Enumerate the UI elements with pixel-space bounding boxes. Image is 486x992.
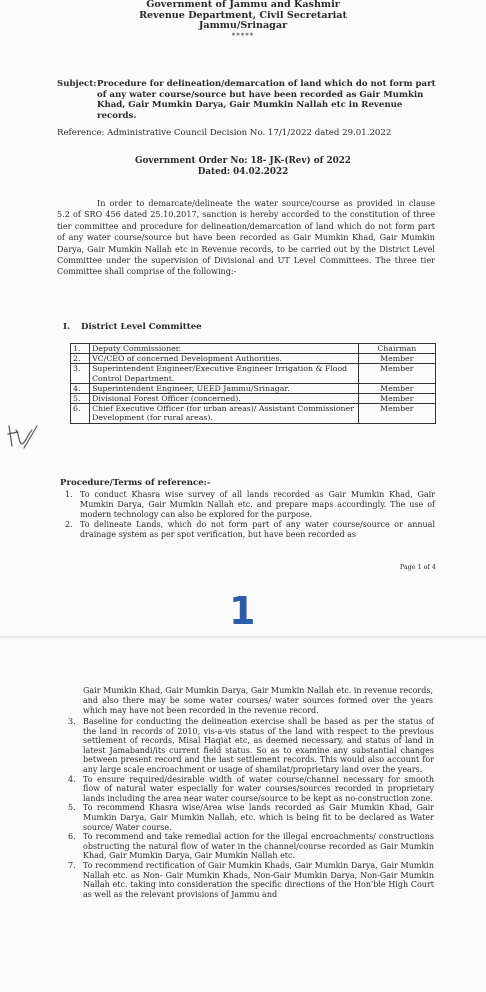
item-text: To conduct Khasra wise survey of all lands recorded as Gair Mumkin Khad, Gair Mumkin Darya, Gair Mumkin Nallah etc. and prepare maps accordingly. The use of modern technology can also be explored for the purpose. — [80, 490, 435, 519]
table-row — [71, 404, 436, 423]
list-item — [68, 803, 434, 832]
location: Jammu/Srinagar — [198, 20, 288, 32]
item-number: 6. — [68, 832, 76, 842]
committee-table — [70, 343, 436, 424]
order-number: Government Order No: 18- JK-(Rev) of 2022 — [135, 156, 351, 166]
item-text: To recommend Khasra wise/Area wise lands recorded as Gair Mumkin Khad, Gair Mumkin Darya, Gair Mumkin Nallah, etc. which is being fit to be declared as Water source/ Water course. — [83, 803, 434, 832]
member-title: Divisional Forest Officer (concerned). — [90, 394, 358, 404]
member-title: Superintendent Engineer, UEED Jammu/Srinagar. — [90, 383, 358, 393]
item-number: 2. — [65, 520, 73, 529]
list-item — [65, 520, 435, 540]
table-row — [71, 383, 436, 393]
subject-text: Procedure for delineation/demarcation of land which do not form part of any water course/source but have been recorded as Gair Mumkin Khad, Gair Mumkin Darya, Gair Mumkin Nallah etc in Revenue records. — [97, 79, 436, 121]
row-number: 2. — [71, 354, 90, 364]
table-row — [71, 364, 436, 383]
intro-paragraph: In order to demarcate/delineate the water source/course as provided in clause 5.2 of SRO 456 dated 25.10.2017, sanction is hereby accorded to the constitution of three tier committee and procedure for delineation/demarcation of land which do not form part of any water course/source but have been recorded as Gair Mumkin Khad, Gair Mumkin Darya, Gair Mumkin Nallah etc in Revenue records, to be carried out by the District Level Committee under the supervision of Divisional and UT Level Committees. The three tier Committee shall comprise of the following:- — [57, 198, 435, 277]
page-number: 1 — [229, 589, 256, 633]
member-title: Superintendent Engineer/Executive Engineer Irrigation & Flood Control Department. — [90, 364, 358, 383]
list-item — [68, 775, 434, 804]
subject-block — [57, 79, 437, 121]
order-heading — [0, 156, 486, 178]
member-title: Deputy Commissioner. — [90, 344, 358, 354]
item-text: Baseline for conducting the delineation exercise shall be based as per the status of the land in records of 2010, vis-a-vis status of the land with respect to the previous settlement of records, Misal Haqiat etc, as deemed necessary, and status of land in latest Jamabandi/its current field status. So as to examine any substantial changes between present record and the last settlement records. This would also account for any large scale encroachment or usage of shamilat/proprietary land over the years. — [83, 717, 434, 774]
member-role: Member — [358, 364, 435, 383]
item-text: To delineate Lands, which do not form part of any water course/source or annual drainage system as per spot verification, but have been recorded as — [80, 520, 435, 539]
section-number: I. — [63, 322, 71, 332]
table-row — [71, 394, 436, 404]
member-title: VC/CEO of concerned Development Authorities. — [90, 354, 358, 364]
item-number: 3. — [68, 717, 76, 726]
govt-name: Government of Jammu and Kashmir — [146, 0, 340, 10]
item-text: To recommend rectification of Gair Mumkin Khads, Gair Mumkin Darya, Gair Mumkin Nallah etc. as Non- Gair Mumkin Khads, Non-Gair Mumkin Darya, Non-Gair Mumkin Nallah etc. taking into consideration the specific directions of the Hon'ble High Court as well as the relevant provisions of Jammu and — [83, 860, 434, 899]
section-title: District Level Committee — [81, 322, 202, 332]
row-number: 1. — [71, 344, 90, 354]
subject-label: Subject: — [57, 79, 97, 89]
continuation-text: Gair Mumkin Khad, Gair Mumkin Darya, Gair Mumkin Nallah etc. in revenue records, and also there may be some water courses/ water sources formed over the years which may have not been recorded in the revenue record. — [83, 686, 433, 715]
item-text: To ensure required/desirable width of water course/channel necessary for smooth flow of natural water especially for water courses/sources recorded in proprietary lands including the area near water course/source to be kept as no-construction zone. — [83, 774, 434, 803]
row-number: 3. — [71, 364, 90, 383]
item-number: 1. — [65, 490, 73, 499]
member-role: Member — [358, 383, 435, 393]
member-role: Chairman — [358, 344, 435, 354]
order-date: Dated: 04.02.2022 — [197, 167, 289, 177]
list-item — [68, 861, 434, 899]
section-heading — [63, 322, 202, 332]
table-row — [71, 354, 436, 364]
list-item — [68, 832, 434, 861]
handwritten-initials — [6, 420, 40, 454]
item-number: 7. — [68, 860, 76, 870]
item-number: 4. — [68, 774, 76, 784]
procedure-title: Procedure/Terms of reference:- — [60, 478, 211, 488]
member-role: Member — [358, 404, 435, 423]
letterhead — [0, 0, 486, 32]
member-title: Chief Executive Officer (for urban areas)/ Assistant Commissioner Development (for rural areas). — [90, 404, 358, 423]
row-number: 6. — [71, 404, 90, 423]
procedure-list-page1 — [65, 490, 435, 540]
list-item — [65, 490, 435, 520]
stars-divider: ***** — [231, 31, 255, 40]
member-role: Member — [358, 394, 435, 404]
procedure-list-page2 — [68, 717, 434, 899]
item-text: To recommend and take remedial action for the illegal encroachments/ constructions obstructing the natural flow of water in the channel/course recorded as Gair Mumkin Khad, Gair Mumkin Darya, Gair Mumkin Nallah etc. — [83, 832, 434, 861]
item-number: 5. — [68, 803, 76, 813]
member-role: Member — [358, 354, 435, 364]
row-number: 4. — [71, 383, 90, 393]
reference-line: Reference: Administrative Council Decision No. 17/1/2022 dated 29.01.2022 — [57, 128, 392, 138]
department-name: Revenue Department, Civil Secretariat — [139, 9, 347, 21]
row-number: 5. — [71, 394, 90, 404]
list-item — [68, 717, 434, 775]
table-row — [71, 344, 436, 354]
page-footer: Page 1 of 4 — [399, 563, 436, 571]
